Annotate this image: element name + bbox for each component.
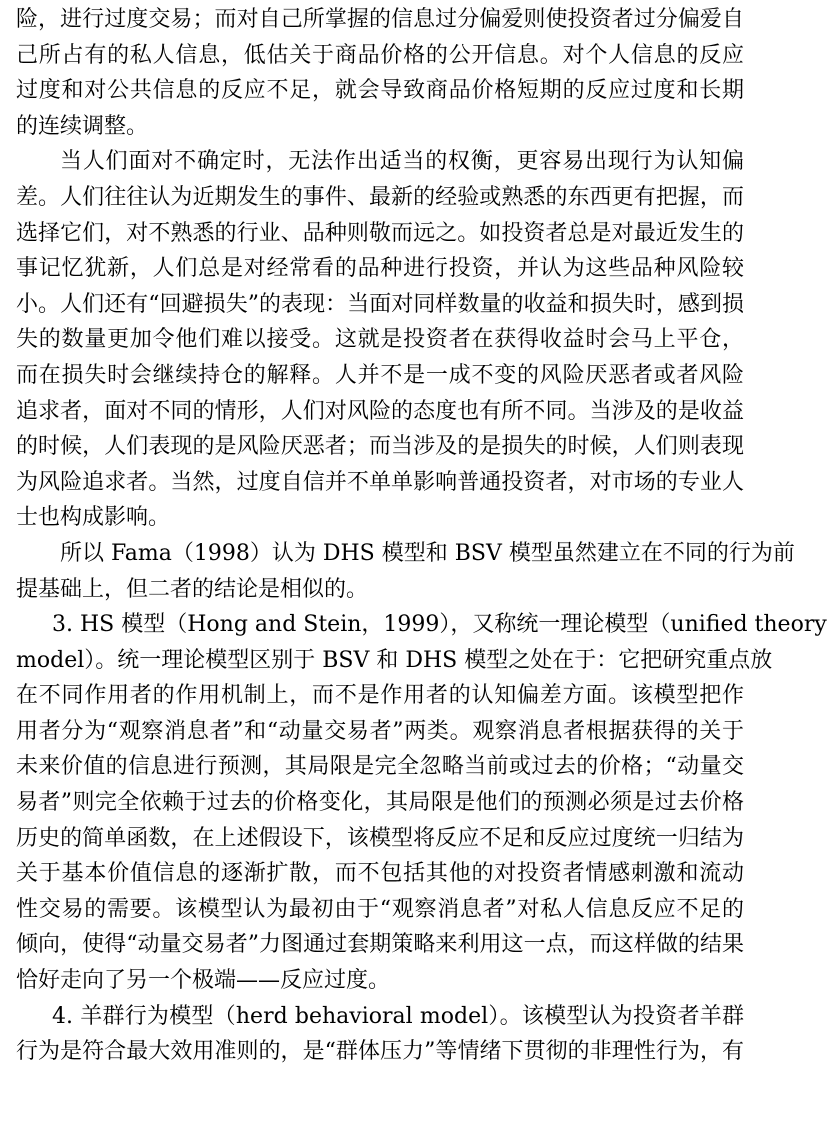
text-line: 性交易的需要。该模型认为最初由于“观察消息者”对私人信息反应不足的 <box>16 896 744 922</box>
text-line: model）。统一理论模型区别于 BSV 和 DHS 模型之处在于：它把研究重点放 <box>16 647 773 673</box>
text-line: 易者”则完全依赖于过去的价格变化，其局限是他们的预测必须是过去价格 <box>16 790 744 816</box>
text-line: 事记忆犹新，人们总是对经常看的品种进行投资，并认为这些品种风险较 <box>16 256 744 282</box>
text-line: 用者分为“观察消息者”和“动量交易者”两类。观察消息者根据获得的关于 <box>16 718 744 744</box>
text-line: 小。人们还有“回避损失”的表现：当面对同样数量的收益和损失时，感到损 <box>16 291 744 317</box>
text-line: 差。人们往往认为近期发生的事件、最新的经验或熟悉的东西更有把握，而 <box>16 184 744 210</box>
text-line: 失的数量更加令他们难以接受。这就是投资者在获得收益时会马上平仓， <box>16 327 744 353</box>
text-line: 追求者，面对不同的情形，人们对风险的态度也有所不同。当涉及的是收益 <box>16 398 744 424</box>
paragraph-start-line: 当人们面对不确定时，无法作出适当的权衡，更容易出现行为认知偏 <box>60 149 744 175</box>
text-line: 提基础上，但二者的结论是相似的。 <box>16 576 369 602</box>
text-line: 在不同作用者的作用机制上，而不是作用者的认知偏差方面。该模型把作 <box>16 683 744 709</box>
text-line: 士也构成影响。 <box>16 505 171 531</box>
text-line: 的连续调整。 <box>16 113 149 139</box>
text-line: 险，进行过度交易；而对自己所掌握的信息过分偏爱则使投资者过分偏爱自 <box>16 7 744 32</box>
text-line: 行为是符合最大效用准则的，是“群体压力”等情绪下贯彻的非理性行为，有 <box>16 1039 744 1065</box>
text-line: 的时候，人们表现的是风险厌恶者；而当涉及的是损失的时候，人们则表现 <box>16 434 744 460</box>
paragraph-start-line: 3. HS 模型（Hong and Stein，1999），又称统一理论模型（unified theory <box>52 612 827 638</box>
text-line: 而在损失时会继续持仓的解释。人并不是一成不变的风险厌恶者或者风险 <box>16 362 744 388</box>
text-line: 倾向，使得“动量交易者”力图通过套期策略来利用这一点，而这样做的结果 <box>16 932 744 958</box>
paragraph-start-line: 所以 Fama（1998）认为 DHS 模型和 BSV 模型虽然建立在不同的行为前 <box>60 540 795 566</box>
text-line: 关于基本价值信息的逐渐扩散，而不包括其他的对投资者情感刺激和流动 <box>16 861 744 887</box>
paragraph-start-line: 4. 羊群行为模型（herd behavioral model）。该模型认为投资者羊群 <box>52 1003 744 1029</box>
text-line: 恰好走向了另一个极端——反应过度。 <box>16 968 391 994</box>
text-line: 历史的简单函数，在上述假设下，该模型将反应不足和反应过度统一归结为 <box>16 825 744 851</box>
text-line: 为风险追求者。当然，过度自信并不单单影响普通投资者，对市场的专业人 <box>16 469 744 495</box>
text-line: 选择它们，对不熟悉的行业、品种则敬而远之。如投资者总是对最近发生的 <box>16 220 744 246</box>
text-line: 过度和对公共信息的反应不足，就会导致商品价格短期的反应过度和长期 <box>16 78 744 104</box>
text-line: 己所占有的私人信息，低估关于商品价格的公开信息。对个人信息的反应 <box>16 42 744 68</box>
text-line: 未来价值的信息进行预测，其局限是完全忽略当前或过去的价格；“动量交 <box>16 754 744 780</box>
